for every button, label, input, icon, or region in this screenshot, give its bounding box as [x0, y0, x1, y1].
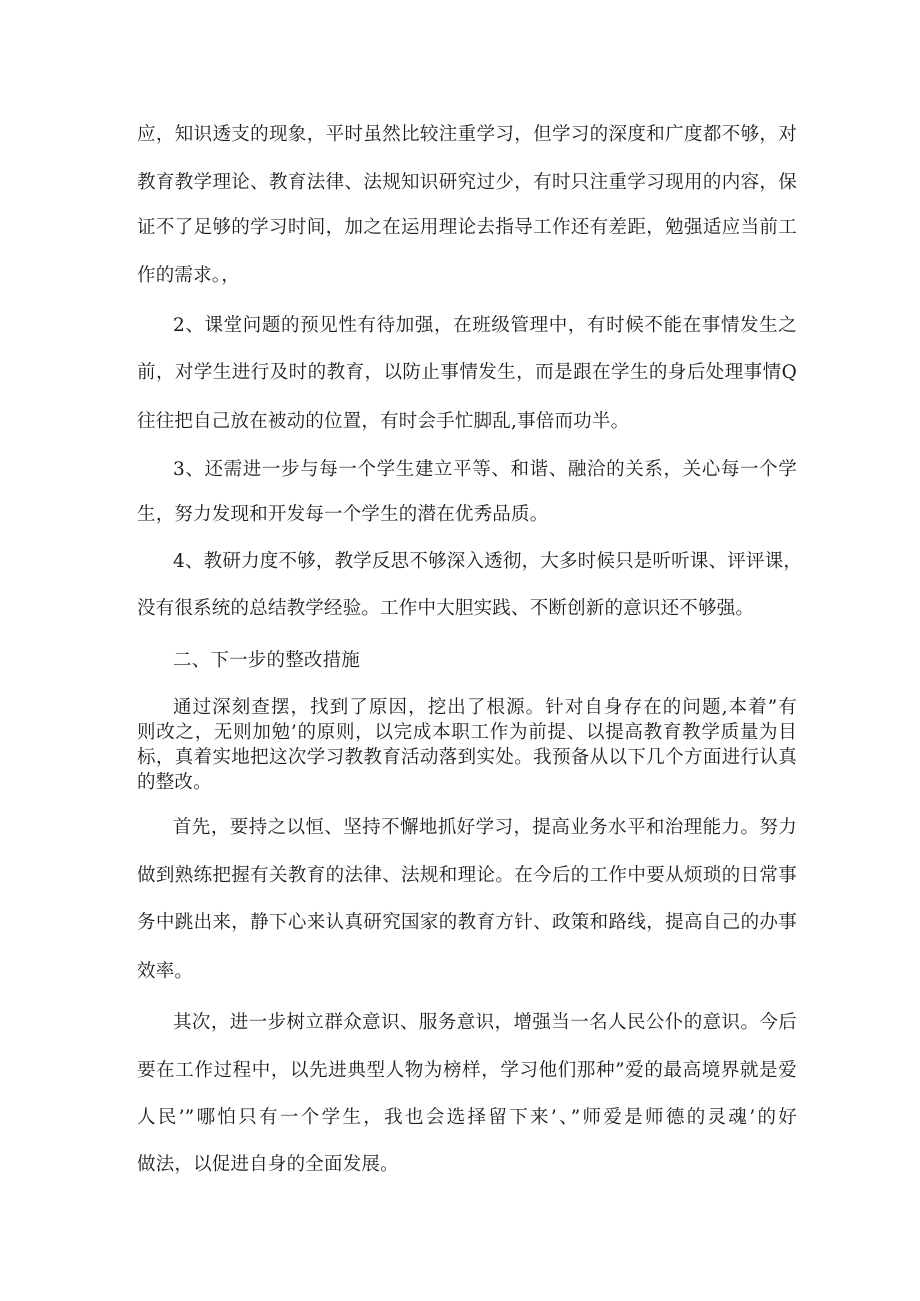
paragraph-line: 教育教学理论、教育法律、法规知识研究过少，有时只注重学习现用的内容，保 [137, 172, 797, 193]
paragraph-line: 首先，要持之以恒、坚持不懈地抓好学习，提高业务水平和治理能力。努力 [173, 817, 797, 838]
section-heading: 二、下一步的整改措施 [173, 650, 361, 671]
paragraph-line: 要在工作过程中，以先进典型人物为榜样，学习他们那种”爱的最高境界就是爱 [137, 1060, 797, 1081]
paragraph-line: 2、课堂问题的预见性有待加强，在班级管理中，有时候不能在事情发生之 [173, 315, 797, 336]
paragraph-line: 的整改。 [137, 772, 212, 793]
paragraph-line: 证不了足够的学习时间，加之在运用理论去指导工作还有差距，勉强适应当前工 [137, 217, 797, 238]
paragraph-line: 做法，以促进自身的全面发展。 [137, 1154, 399, 1175]
paragraph-line: 其次，进一步树立群众意识、服务意识，增强当一名人民公仆的意识。今后 [173, 1012, 797, 1033]
paragraph-line: 生，努力发现和开发每一个学生的潜在优秀品质。 [137, 504, 549, 525]
paragraph-line: 效率。 [137, 961, 194, 982]
paragraph-line: 人民’”哪怕只有一个学生，我也会选择留下来’、”师爱是师德的灵魂’的好 [137, 1107, 797, 1128]
paragraph-line: 作的需求。， [137, 265, 240, 286]
paragraph-line: 前，对学生进行及时的教育，以防止事情发生，而是跟在学生的身后处理事情Q [137, 362, 797, 383]
paragraph-line: 4、教研力度不够，教学反思不够深入透彻，大多时候只是听听课、评评课， [173, 551, 803, 572]
paragraph-line: 应，知识透支的现象，平时虽然比较注重学习，但学习的深度和广度都不够，对 [137, 124, 797, 145]
paragraph-line: 通过深刻查摆，找到了原因，挖出了根源。针对自身存在的问题,本着”有 [173, 697, 797, 718]
paragraph-line: 3、还需进一步与每一个学生建立平等、和谐、融洽的关系，关心每一个学 [173, 459, 797, 480]
paragraph-line: 标，真着实地把这次学习教教育活动落到实处。我预备从以下几个方面进行认真 [137, 747, 797, 768]
paragraph-line: 没有很系统的总结教学经验。工作中大胆实践、不断创新的意识还不够强。 [137, 598, 755, 619]
paragraph-line: 往往把自己放在被动的位置，有时会手忙脚乱,事倍而功半。 [137, 411, 630, 432]
paragraph-line: 做到熟练把握有关教育的法律、法规和理论。在今后的工作中要从烦琐的日常事 [137, 865, 797, 886]
paragraph-line: 则改之，无则加勉’的原则，以完成本职工作为前提、以提高教育教学质量为目 [137, 722, 797, 743]
paragraph-line: 务中跳出来，静下心来认真研究国家的教育方针、政策和路线，提高自己的办事 [137, 912, 797, 933]
